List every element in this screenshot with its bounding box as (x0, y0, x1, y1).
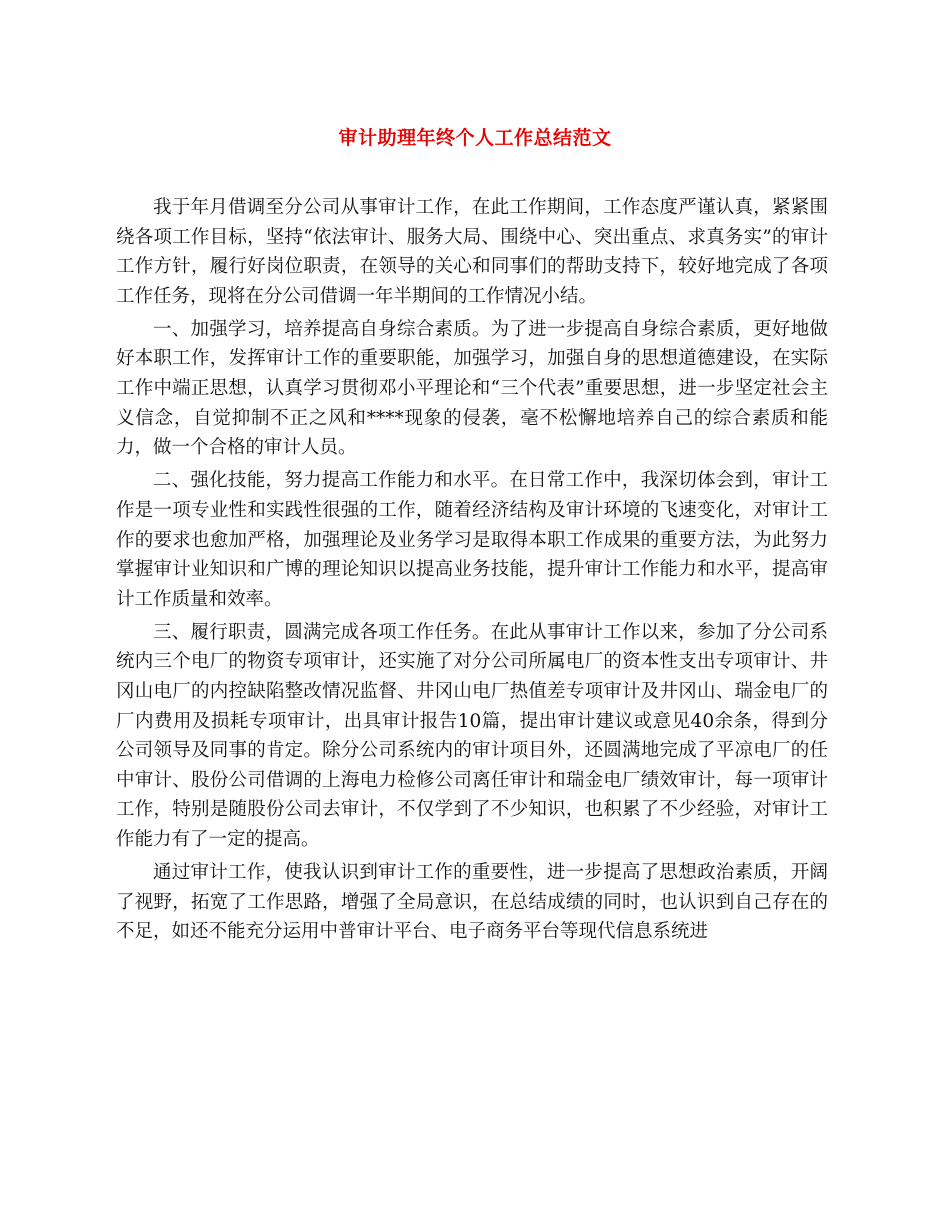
paragraph-skills: 二、强化技能，努力提高工作能力和水平。在日常工作中，我深切体会到，审计工作是一项专业性和实践性很强的工作，随着经济结构及审计环境的飞速变化，对审计工作的要求也愈加严格，加强理论及业务学习是取得本职工作成果的重要方法，为此努力掌握审计业知识和广博的理论知识以提高业务技能，提升审计工作能力和水平，提高审计工作质量和效率。 (116, 470, 828, 610)
paragraph-study: 一、加强学习，培养提高自身综合素质。为了进一步提高自身综合素质，更好地做好本职工作，发挥审计工作的重要职能，加强学习，加强自身的思想道德建设，在实际工作中端正思想，认真学习贯彻邓小平理论和“三个代表”重要思想，进一步坚定社会主义信念，自觉抑制不正之风和****现象的侵袭，毫不松懈地培养自己的综合素质和能力，做一个合格的审计人员。 (116, 318, 828, 459)
document-body (116, 193, 828, 950)
paragraph-intro: 我于年月借调至分公司从事审计工作，在此工作期间，工作态度严谨认真，紧紧围绕各项工作目标，坚持“依法审计、服务大局、围绕中心、突出重点、求真务实”的审计工作方针，履行好岗位职责，在领导的关心和同事们的帮助支持下，较好地完成了各项工作任务，现将在分公司借调一年半期间的工作情况小结。 (116, 197, 828, 307)
paragraph-reflection: 通过审计工作，使我认识到审计工作的重要性，进一步提高了思想政治素质，开阔了视野，拓宽了工作思路，增强了全局意识，在总结成绩的同时，也认识到自己存在的不足，如还不能充分运用中普审计平台、电子商务平台等现代信息系统进 (116, 862, 828, 943)
document-title: 审计助理年终个人工作总结范文 (338, 127, 612, 149)
paragraph-duties: 三、履行职责，圆满完成各项工作任务。在此从事审计工作以来，参加了分公司系统内三个电厂的物资专项审计，还实施了对分公司所属电厂的资本性支出专项审计、井冈山电厂的内控缺陷整改情况监督、井冈山电厂热值差专项审计及井冈山、瑞金电厂的厂内费用及损耗专项审计，出具审计报告10篇，提出审计建议或意见40余条，得到分公司领导及同事的肯定。除分公司系统内的审计项目外，还圆满地完成了平凉电厂的任中审计、股份公司借调的上海电力检修公司离任审计和瑞金电厂绩效审计，每一项审计工作，特别是随股份公司去审计，不仅学到了不少知识，也积累了不少经验，对审计工作能力有了一定的提高。 (116, 621, 828, 850)
